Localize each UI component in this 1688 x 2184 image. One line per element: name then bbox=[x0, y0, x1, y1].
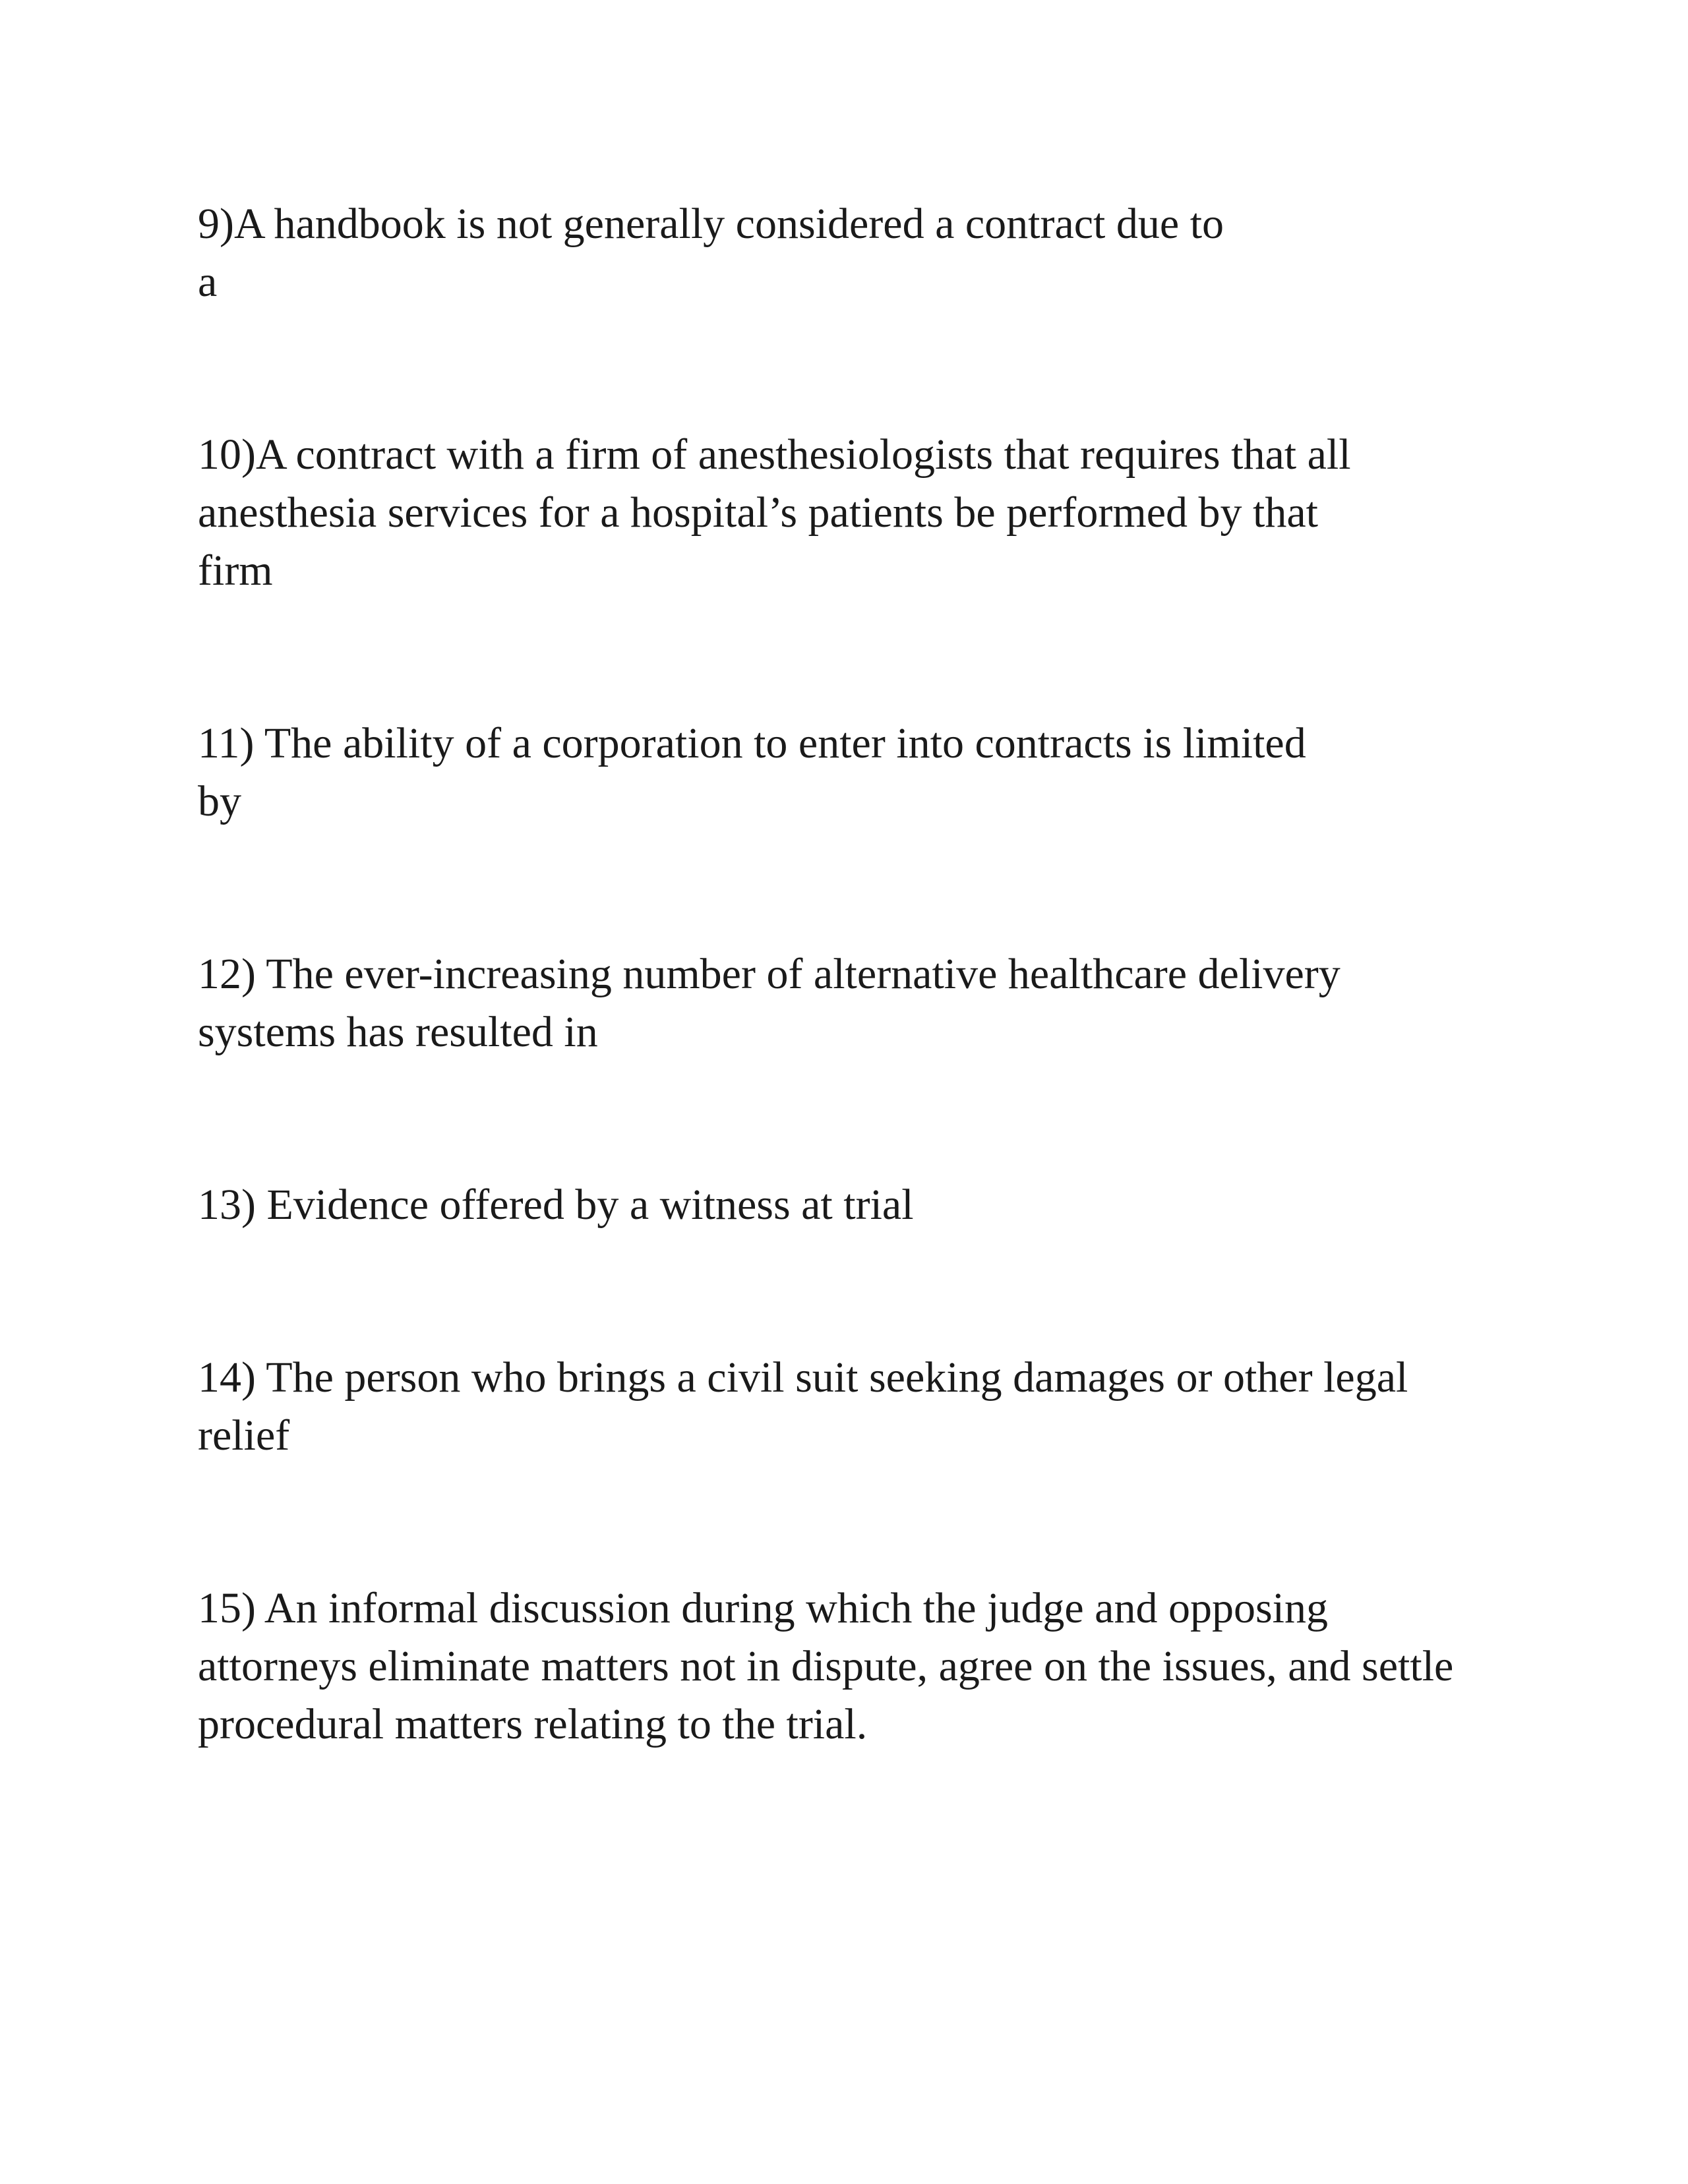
question-9-line-2: a bbox=[198, 258, 218, 306]
question-11-line-2: by bbox=[198, 777, 241, 825]
question-10-line-3: firm bbox=[198, 546, 273, 595]
question-15 bbox=[198, 1579, 1453, 1754]
question-10 bbox=[198, 426, 1351, 600]
question-11 bbox=[198, 715, 1306, 831]
question-13-line-1: 13) Evidence offered by a witness at trial bbox=[198, 1181, 914, 1229]
question-14-line-2: relief bbox=[198, 1411, 290, 1460]
question-14-line-1: 14) The person who brings a civil suit seeking damages or other legal bbox=[198, 1353, 1408, 1402]
question-9 bbox=[198, 195, 1224, 311]
question-14 bbox=[198, 1349, 1408, 1465]
question-12-line-1: 12) The ever-increasing number of alternative healthcare delivery bbox=[198, 950, 1341, 998]
question-15-line-3: procedural matters relating to the trial. bbox=[198, 1700, 868, 1748]
question-12-line-2: systems has resulted in bbox=[198, 1008, 598, 1056]
question-10-line-1: 10)A contract with a firm of anesthesiologists that requires that all bbox=[198, 430, 1351, 479]
question-12 bbox=[198, 945, 1341, 1061]
question-13 bbox=[198, 1176, 914, 1234]
question-11-line-1: 11) The ability of a corporation to enter into contracts is limited bbox=[198, 719, 1306, 767]
question-15-line-2: attorneys eliminate matters not in dispute, agree on the issues, and settle bbox=[198, 1642, 1454, 1690]
question-15-line-1: 15) An informal discussion during which the judge and opposing bbox=[198, 1584, 1328, 1632]
question-9-line-1: 9)A handbook is not generally considered a contract due to bbox=[198, 200, 1224, 248]
question-10-line-2: anesthesia services for a hospital’s patients be performed by that bbox=[198, 488, 1318, 537]
